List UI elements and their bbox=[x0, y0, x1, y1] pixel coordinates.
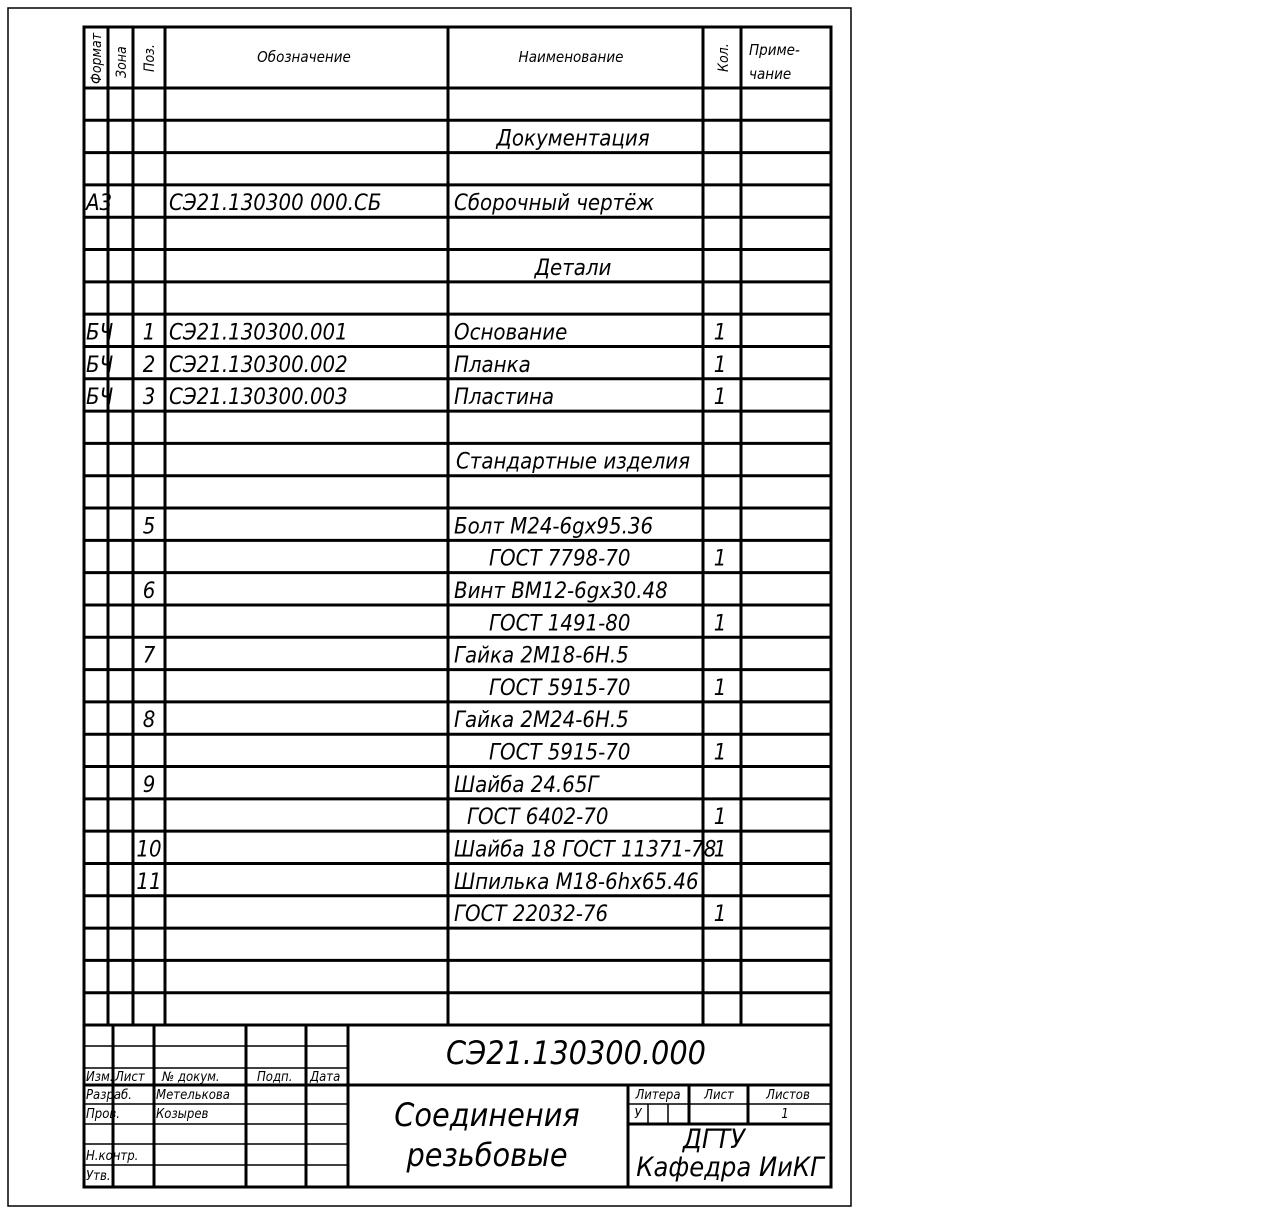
table-row bbox=[489, 547, 726, 572]
label-litera: Литера bbox=[635, 1088, 681, 1103]
table-row bbox=[136, 837, 726, 862]
row-pos: 9 bbox=[142, 772, 156, 798]
row-pos: 10 bbox=[136, 837, 162, 863]
row-qty: 1 bbox=[713, 611, 727, 637]
label-norm-control: Н.контр. bbox=[86, 1149, 139, 1164]
row-pos: 11 bbox=[136, 869, 162, 895]
row-name: ГОСТ 22032-76 bbox=[454, 902, 609, 928]
table-row bbox=[467, 805, 726, 830]
table-row bbox=[143, 644, 629, 669]
title-block bbox=[86, 1034, 826, 1184]
table-row bbox=[495, 127, 649, 152]
header-qty: Кол. bbox=[716, 43, 732, 72]
row-format: А3 bbox=[86, 191, 113, 217]
row-designation: СЭ21.130300.001 bbox=[169, 320, 348, 346]
row-pos: 6 bbox=[142, 578, 156, 604]
row-qty: 1 bbox=[713, 902, 727, 928]
header-note-line1: Приме- bbox=[749, 41, 800, 59]
row-name: Болт М24-6gх95.36 bbox=[454, 514, 654, 540]
label-approved: Утв. bbox=[86, 1169, 111, 1184]
row-format: БЧ bbox=[86, 320, 114, 346]
table-row bbox=[489, 741, 726, 766]
row-designation: СЭ21.130300 000.СБ bbox=[169, 191, 382, 217]
label-izm: Изм. bbox=[86, 1070, 114, 1085]
title-line2: резьбовые bbox=[406, 1136, 568, 1174]
row-qty: 1 bbox=[713, 546, 727, 572]
row-name: ГОСТ 6402-70 bbox=[467, 805, 609, 831]
row-qty: 1 bbox=[713, 385, 727, 411]
row-qty: 1 bbox=[713, 805, 727, 831]
table-row bbox=[489, 676, 726, 701]
row-qty: 1 bbox=[713, 675, 727, 701]
row-name: ГОСТ 5915-70 bbox=[489, 740, 631, 766]
table-row bbox=[86, 320, 726, 345]
table-row bbox=[534, 256, 612, 281]
row-name: Гайка 2М18-6Н.5 bbox=[454, 643, 629, 669]
header-pos: Поз. bbox=[142, 44, 158, 72]
row-name: Пластина bbox=[454, 385, 555, 411]
table-row bbox=[143, 514, 653, 539]
table-rows bbox=[84, 127, 726, 927]
org-line2: Кафедра ИиКГ bbox=[636, 1152, 824, 1183]
row-qty: 1 bbox=[713, 837, 727, 863]
header-zone: Зона bbox=[114, 46, 130, 78]
label-date: Дата bbox=[310, 1070, 341, 1085]
table-row bbox=[454, 902, 726, 927]
table-row bbox=[489, 611, 726, 636]
label-sign: Подп. bbox=[257, 1070, 293, 1085]
row-pos: 8 bbox=[142, 708, 156, 734]
row-designation: СЭ21.130300.003 bbox=[169, 385, 348, 411]
table-row bbox=[84, 191, 654, 216]
row-pos: 7 bbox=[142, 643, 156, 669]
org-line1: ДГТУ bbox=[682, 1124, 746, 1155]
table-row bbox=[143, 773, 601, 798]
row-name: Основание bbox=[454, 320, 568, 346]
row-name: Винт ВМ12-6gх30.48 bbox=[454, 578, 668, 604]
row-qty: 1 bbox=[713, 352, 727, 378]
table-row bbox=[86, 385, 726, 410]
label-sheets: Листов bbox=[766, 1088, 810, 1103]
row-name: Гайка 2М24-6Н.5 bbox=[454, 708, 629, 734]
table-row bbox=[86, 353, 726, 378]
row-name: ГОСТ 7798-70 bbox=[489, 546, 631, 572]
row-name: ГОСТ 1491-80 bbox=[489, 611, 631, 637]
document-code: СЭ21.130300.000 bbox=[446, 1034, 706, 1072]
row-pos: 5 bbox=[142, 514, 156, 540]
section-heading: Стандартные изделия bbox=[455, 449, 691, 475]
row-name: ГОСТ 5915-70 bbox=[489, 675, 631, 701]
label-checked: Пров. bbox=[86, 1107, 120, 1122]
row-name: Шпилька М18-6hх65.46 bbox=[454, 869, 699, 895]
label-developed: Разраб. bbox=[86, 1088, 132, 1103]
litera-value: У bbox=[634, 1107, 642, 1122]
row-format: БЧ bbox=[86, 385, 114, 411]
row-designation: СЭ21.130300.002 bbox=[169, 352, 348, 378]
row-name: Шайба 18 ГОСТ 11371-78 bbox=[454, 837, 717, 863]
table-row bbox=[456, 450, 690, 475]
label-list: Лист bbox=[115, 1070, 145, 1085]
header-name: Наименование bbox=[518, 48, 624, 66]
row-name: Сборочный чертёж bbox=[454, 191, 655, 217]
table-header bbox=[89, 32, 800, 84]
table-row bbox=[143, 708, 629, 733]
title-line1: Соединения bbox=[394, 1096, 580, 1134]
header-format: Формат bbox=[89, 32, 105, 84]
table-row bbox=[136, 870, 698, 895]
checker-name: Козырев bbox=[156, 1107, 209, 1122]
developer-name: Метелькова bbox=[156, 1088, 230, 1103]
label-doc-no: № докум. bbox=[162, 1070, 220, 1085]
section-heading: Детали bbox=[534, 255, 612, 281]
row-pos: 2 bbox=[142, 352, 156, 378]
row-format: БЧ bbox=[86, 352, 114, 378]
row-qty: 1 bbox=[713, 740, 727, 766]
header-designation: Обозначение bbox=[257, 48, 351, 66]
row-name: Планка bbox=[454, 352, 531, 378]
row-pos: 3 bbox=[142, 385, 156, 411]
row-name: Шайба 24.65Г bbox=[454, 772, 599, 798]
table-row bbox=[143, 579, 668, 604]
section-heading: Документация bbox=[496, 126, 650, 152]
sheets-value: 1 bbox=[781, 1107, 789, 1122]
label-sheet: Лист bbox=[704, 1088, 734, 1103]
row-qty: 1 bbox=[713, 320, 727, 346]
header-note-line2: чание bbox=[749, 65, 792, 83]
row-pos: 1 bbox=[142, 320, 156, 346]
